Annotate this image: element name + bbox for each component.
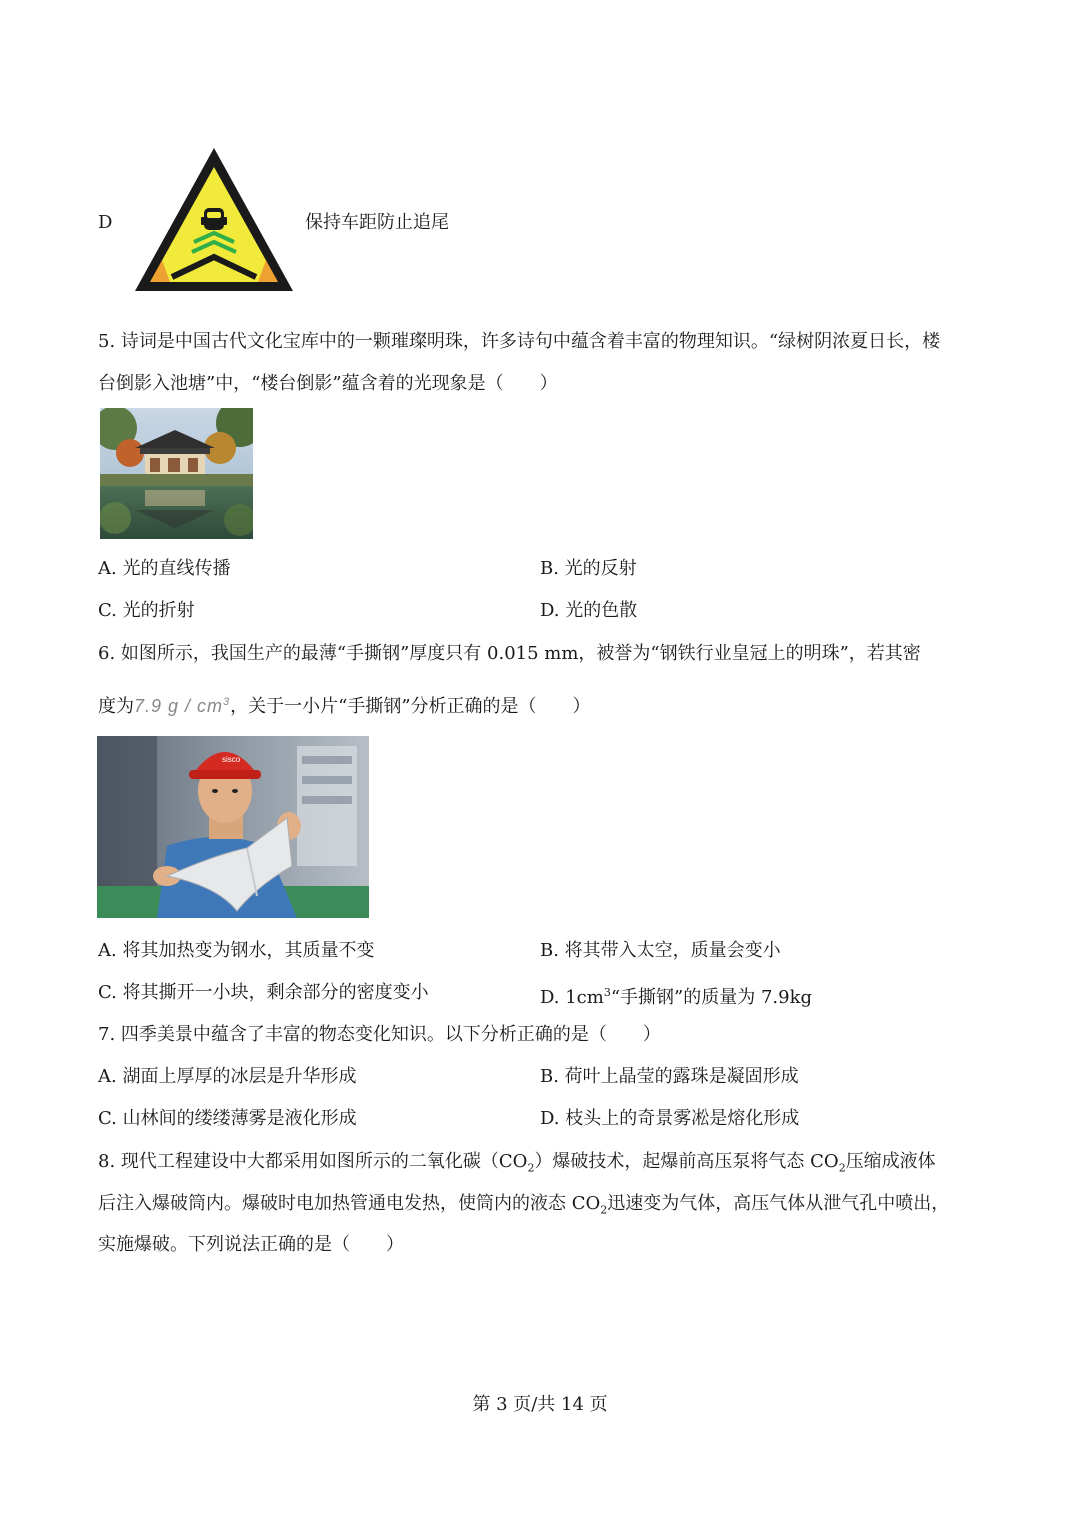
traffic-warning-sign: [132, 145, 296, 295]
q6-line2-prefix: 度为: [98, 696, 134, 717]
q6-stem-line2: [98, 690, 591, 719]
q8-stem-line2: [98, 1192, 949, 1223]
q5-option-d: D. 光的色散: [540, 600, 638, 621]
q6-option-c: C. 将其撕开一小块，剩余部分的密度变小: [98, 982, 429, 1003]
q8-l1-a: 8. 现代工程建设中大都采用如图所示的二氧化碳（CO: [98, 1151, 528, 1172]
q6-stem-line1: 6. 如图所示，我国生产的最薄“手撕钢”厚度只有 0.015 mm，被誉为“钢铁行业皇冠上的明珠”，若其密: [98, 643, 921, 664]
q5-option-b: B. 光的反射: [540, 558, 637, 579]
q8-l1-sub2: 2: [838, 1161, 846, 1175]
density-exponent: 3: [223, 696, 231, 708]
steel-worker-photo: [97, 736, 369, 918]
q7-option-c: C. 山林间的缕缕薄雾是液化形成: [98, 1108, 357, 1129]
q6-option-a: A. 将其加热变为钢水，其质量不变: [98, 940, 375, 961]
q6-option-d-suffix: “手撕钢”的质量为 7.9kg: [610, 987, 813, 1008]
q7-option-a: A. 湖面上厚厚的冰层是升华形成: [98, 1066, 357, 1087]
q6-line2-suffix: ，关于一小片“手撕钢”分析正确的是（ ）: [230, 696, 591, 717]
q4-option-text: 保持车距防止追尾: [305, 212, 449, 233]
q8-stem-line3: 实施爆破。下列说法正确的是（ ）: [98, 1234, 404, 1255]
q7-stem: 7. 四季美景中蕴含了丰富的物态变化知识。以下分析正确的是（ ）: [98, 1024, 661, 1045]
helmet-logo-text: sisco: [222, 755, 241, 764]
q4-option-letter: D: [98, 212, 113, 233]
pavilion-reflection-photo: [100, 408, 253, 539]
q8-l1-b: ）爆破技术，起爆前高压泵将气态 CO: [534, 1151, 839, 1172]
q5-stem-line2: 台倒影入池塘”中，“楼台倒影”蕴含着的光现象是（ ）: [98, 373, 558, 394]
page-number-footer: 第 3 页/共 14 页: [472, 1394, 608, 1415]
q8-l2-b: 迅速变为气体，高压气体从泄气孔中喷出，: [607, 1193, 950, 1214]
q8-stem-line1: [98, 1150, 936, 1181]
q8-l2-sub: 2: [600, 1203, 608, 1217]
density-value: 7.9 g / cm: [134, 696, 224, 716]
car-icon: [201, 208, 227, 230]
q5-option-c: C. 光的折射: [98, 600, 195, 621]
q8-l1-sub1: 2: [527, 1161, 535, 1175]
q6-option-d: [540, 981, 812, 1010]
q5-option-a: A. 光的直线传播: [98, 558, 231, 579]
q5-stem-line1: 5. 诗词是中国古代文化宝库中的一颗璀璨明珠，许多诗句中蕴含着丰富的物理知识。“绿树阴浓夏日长，楼: [98, 331, 941, 352]
q8-l2-a: 后注入爆破筒内。爆破时电加热管通电发热，使筒内的液态 CO: [98, 1193, 601, 1214]
q7-option-b: B. 荷叶上晶莹的露珠是凝固形成: [540, 1066, 799, 1087]
q8-l1-c: 压缩成液体: [845, 1151, 936, 1172]
q7-option-d: D. 枝头上的奇景雾凇是熔化形成: [540, 1108, 800, 1129]
q6-option-b: B. 将其带入太空，质量会变小: [540, 940, 781, 961]
q6-option-d-prefix: D. 1cm: [540, 987, 604, 1008]
density-formula: [134, 696, 230, 716]
q6-option-d-exponent: 3: [603, 986, 611, 999]
